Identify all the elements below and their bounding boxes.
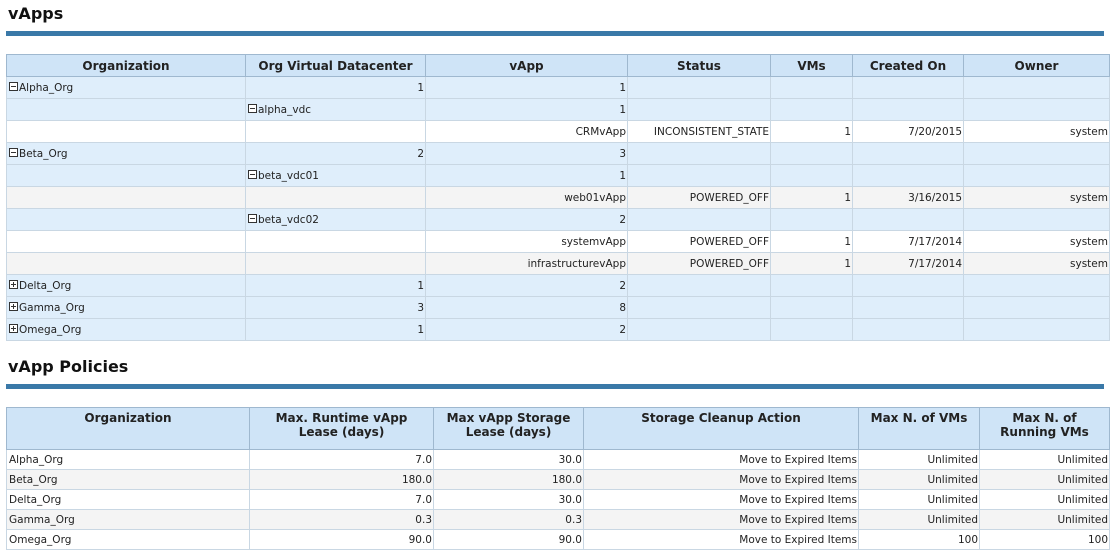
max-running-vms-cell: 100 <box>980 530 1110 550</box>
status-cell <box>628 165 771 187</box>
col-organization[interactable]: Organization <box>7 55 246 77</box>
policies-section-divider <box>6 384 1104 389</box>
vdc-cell <box>246 165 426 187</box>
org-cell <box>7 319 246 341</box>
vapp-cell-text: web01vApp <box>564 191 626 204</box>
collapse-minus-icon[interactable] <box>9 82 18 91</box>
owner-cell <box>964 297 1110 319</box>
policies-row <box>7 530 1110 550</box>
vapp-cell <box>426 319 628 341</box>
vms-cell-text: 1 <box>844 257 851 270</box>
vapps-section-title: vApps <box>8 4 64 23</box>
created-cell-text: 7/17/2014 <box>908 235 962 248</box>
status-cell <box>628 143 771 165</box>
created-cell <box>853 143 964 165</box>
storage-lease-cell: 0.3 <box>434 510 584 530</box>
vapps-row <box>7 143 1110 165</box>
vapps-row <box>7 231 1110 253</box>
col-status[interactable]: Status <box>628 55 771 77</box>
created-cell <box>853 165 964 187</box>
expand-plus-icon[interactable] <box>9 324 18 333</box>
runtime-lease-cell: 180.0 <box>250 470 434 490</box>
vapps-row <box>7 165 1110 187</box>
org-cell <box>7 99 246 121</box>
owner-cell-text: system <box>1070 191 1108 204</box>
vapp-cell <box>426 165 628 187</box>
col-owner[interactable]: Owner <box>964 55 1110 77</box>
org-cell-text: Delta_Org <box>19 279 72 292</box>
vms-cell <box>771 187 853 209</box>
vapp-cell-text: systemvApp <box>561 235 626 248</box>
col-max-vms[interactable]: Max N. of VMs <box>859 408 980 450</box>
vms-cell <box>771 253 853 275</box>
cleanup-action-cell: Move to Expired Items <box>584 530 859 550</box>
created-cell <box>853 275 964 297</box>
expand-plus-icon[interactable] <box>9 280 18 289</box>
created-cell-text: 3/16/2015 <box>908 191 962 204</box>
status-cell <box>628 99 771 121</box>
vapps-row <box>7 275 1110 297</box>
owner-cell-text: system <box>1070 235 1108 248</box>
org-cell <box>7 121 246 143</box>
vapp-cell-text: 2 <box>619 323 626 336</box>
col-max-running-vms[interactable]: Max N. of Running VMs <box>980 408 1110 450</box>
vdc-cell <box>246 297 426 319</box>
max-running-vms-cell: Unlimited <box>980 470 1110 490</box>
org-cell <box>7 143 246 165</box>
max-vms-cell: Unlimited <box>859 510 980 530</box>
status-cell-text: INCONSISTENT_STATE <box>653 125 769 138</box>
collapse-minus-icon[interactable] <box>248 214 257 223</box>
owner-cell-text: system <box>1070 257 1108 270</box>
vdc-cell <box>246 77 426 99</box>
collapse-minus-icon[interactable] <box>248 104 257 113</box>
policies-table <box>6 407 1110 550</box>
col-created-on[interactable]: Created On <box>853 55 964 77</box>
storage-lease-cell: 30.0 <box>434 450 584 470</box>
vapp-cell <box>426 121 628 143</box>
policy-org-cell: Omega_Org <box>7 530 250 550</box>
vdc-cell <box>246 275 426 297</box>
vapps-section-divider <box>6 31 1104 36</box>
vms-cell <box>771 143 853 165</box>
vdc-cell <box>246 121 426 143</box>
vms-cell <box>771 99 853 121</box>
vapp-cell-text: 1 <box>619 103 626 116</box>
policies-header-row <box>7 408 1110 450</box>
col-vms[interactable]: VMs <box>771 55 853 77</box>
runtime-lease-cell: 7.0 <box>250 450 434 470</box>
storage-lease-cell: 180.0 <box>434 470 584 490</box>
status-cell-text: POWERED_OFF <box>689 191 769 204</box>
org-cell <box>7 297 246 319</box>
vdc-cell-text: alpha_vdc <box>258 103 312 116</box>
vdc-cell <box>246 231 426 253</box>
owner-cell <box>964 319 1110 341</box>
vapps-table <box>6 54 1110 341</box>
vdc-cell-text: beta_vdc02 <box>258 213 319 226</box>
vapp-cell <box>426 77 628 99</box>
vapp-cell <box>426 143 628 165</box>
vapp-cell-text: 1 <box>619 169 626 182</box>
owner-cell <box>964 143 1110 165</box>
vapps-row <box>7 77 1110 99</box>
policy-org-cell: Delta_Org <box>7 490 250 510</box>
vapps-row <box>7 99 1110 121</box>
org-cell <box>7 275 246 297</box>
created-cell <box>853 121 964 143</box>
vapps-row <box>7 209 1110 231</box>
vdc-cell-text: 1 <box>417 81 424 94</box>
owner-cell-text: system <box>1070 125 1108 138</box>
vapp-cell-text: CRMvApp <box>575 125 626 138</box>
vapp-cell-text: 2 <box>619 213 626 226</box>
vapps-row <box>7 319 1110 341</box>
expand-plus-icon[interactable] <box>9 302 18 311</box>
vms-cell-text: 1 <box>844 125 851 138</box>
storage-lease-cell: 90.0 <box>434 530 584 550</box>
cleanup-action-cell: Move to Expired Items <box>584 450 859 470</box>
owner-cell <box>964 187 1110 209</box>
owner-cell <box>964 165 1110 187</box>
vapp-cell-text: 8 <box>619 301 626 314</box>
vapp-cell-text: 2 <box>619 279 626 292</box>
cleanup-action-cell: Move to Expired Items <box>584 510 859 530</box>
status-cell <box>628 275 771 297</box>
policies-row <box>7 490 1110 510</box>
vapps-row <box>7 297 1110 319</box>
col-org-vdc[interactable]: Org Virtual Datacenter <box>246 55 426 77</box>
vdc-cell-text: beta_vdc01 <box>258 169 319 182</box>
col-policy-organization[interactable]: Organization <box>7 408 250 450</box>
vdc-cell <box>246 319 426 341</box>
vapp-cell <box>426 209 628 231</box>
max-vms-cell: 100 <box>859 530 980 550</box>
max-running-vms-cell: Unlimited <box>980 510 1110 530</box>
created-cell <box>853 253 964 275</box>
org-cell <box>7 77 246 99</box>
vapps-header-row <box>7 55 1110 77</box>
vdc-cell-text: 3 <box>417 301 424 314</box>
created-cell-text: 7/17/2014 <box>908 257 962 270</box>
runtime-lease-cell: 0.3 <box>250 510 434 530</box>
max-vms-cell: Unlimited <box>859 470 980 490</box>
vapp-cell <box>426 231 628 253</box>
policies-row <box>7 510 1110 530</box>
max-vms-cell: Unlimited <box>859 490 980 510</box>
created-cell <box>853 77 964 99</box>
max-running-vms-cell: Unlimited <box>980 450 1110 470</box>
created-cell <box>853 319 964 341</box>
policies-section-title: vApp Policies <box>8 357 129 376</box>
vms-cell <box>771 165 853 187</box>
vdc-cell-text: 1 <box>417 279 424 292</box>
vapps-row <box>7 253 1110 275</box>
vdc-cell <box>246 187 426 209</box>
col-cleanup-action[interactable]: Storage Cleanup Action <box>584 408 859 450</box>
created-cell <box>853 297 964 319</box>
created-cell <box>853 187 964 209</box>
vms-cell-text: 1 <box>844 235 851 248</box>
vapp-cell <box>426 253 628 275</box>
storage-lease-cell: 30.0 <box>434 490 584 510</box>
vdc-cell-text: 1 <box>417 323 424 336</box>
cleanup-action-cell: Move to Expired Items <box>584 470 859 490</box>
status-cell <box>628 231 771 253</box>
vapp-cell <box>426 297 628 319</box>
col-runtime-lease[interactable]: Max. Runtime vApp Lease (days) <box>250 408 434 450</box>
vapps-row <box>7 187 1110 209</box>
status-cell <box>628 209 771 231</box>
vapp-cell-text: 1 <box>619 81 626 94</box>
created-cell-text: 7/20/2015 <box>908 125 962 138</box>
vdc-cell-text: 2 <box>417 147 424 160</box>
owner-cell <box>964 209 1110 231</box>
cleanup-action-cell: Move to Expired Items <box>584 490 859 510</box>
vapp-cell <box>426 187 628 209</box>
org-cell-text: Gamma_Org <box>19 301 85 314</box>
policy-org-cell: Gamma_Org <box>7 510 250 530</box>
owner-cell <box>964 121 1110 143</box>
vms-cell-text: 1 <box>844 191 851 204</box>
org-cell <box>7 253 246 275</box>
created-cell <box>853 99 964 121</box>
vms-cell <box>771 209 853 231</box>
runtime-lease-cell: 7.0 <box>250 490 434 510</box>
max-vms-cell: Unlimited <box>859 450 980 470</box>
status-cell <box>628 121 771 143</box>
owner-cell <box>964 231 1110 253</box>
status-cell <box>628 187 771 209</box>
vapp-cell-text: infrastructurevApp <box>527 257 626 270</box>
vdc-cell <box>246 143 426 165</box>
org-cell-text: Alpha_Org <box>19 81 74 94</box>
owner-cell <box>964 253 1110 275</box>
owner-cell <box>964 99 1110 121</box>
created-cell <box>853 209 964 231</box>
max-running-vms-cell: Unlimited <box>980 490 1110 510</box>
org-cell <box>7 209 246 231</box>
org-cell <box>7 165 246 187</box>
vapp-cell-text: 3 <box>619 147 626 160</box>
org-cell <box>7 231 246 253</box>
collapse-minus-icon[interactable] <box>248 170 257 179</box>
policies-row <box>7 470 1110 490</box>
status-cell <box>628 77 771 99</box>
status-cell <box>628 253 771 275</box>
policy-org-cell: Alpha_Org <box>7 450 250 470</box>
vms-cell <box>771 77 853 99</box>
status-cell-text: POWERED_OFF <box>689 235 769 248</box>
vapp-cell <box>426 99 628 121</box>
owner-cell <box>964 77 1110 99</box>
policy-org-cell: Beta_Org <box>7 470 250 490</box>
vdc-cell <box>246 253 426 275</box>
vms-cell <box>771 319 853 341</box>
vms-cell <box>771 231 853 253</box>
runtime-lease-cell: 90.0 <box>250 530 434 550</box>
status-cell <box>628 297 771 319</box>
vdc-cell <box>246 99 426 121</box>
org-cell <box>7 187 246 209</box>
status-cell <box>628 319 771 341</box>
col-vapp[interactable]: vApp <box>426 55 628 77</box>
policies-row <box>7 450 1110 470</box>
vms-cell <box>771 275 853 297</box>
owner-cell <box>964 275 1110 297</box>
created-cell <box>853 231 964 253</box>
col-storage-lease[interactable]: Max vApp Storage Lease (days) <box>434 408 584 450</box>
vms-cell <box>771 297 853 319</box>
org-cell-text: Beta_Org <box>19 147 68 160</box>
vdc-cell <box>246 209 426 231</box>
collapse-minus-icon[interactable] <box>9 148 18 157</box>
vms-cell <box>771 121 853 143</box>
vapps-row <box>7 121 1110 143</box>
vapp-cell <box>426 275 628 297</box>
org-cell-text: Omega_Org <box>19 323 82 336</box>
status-cell-text: POWERED_OFF <box>689 257 769 270</box>
